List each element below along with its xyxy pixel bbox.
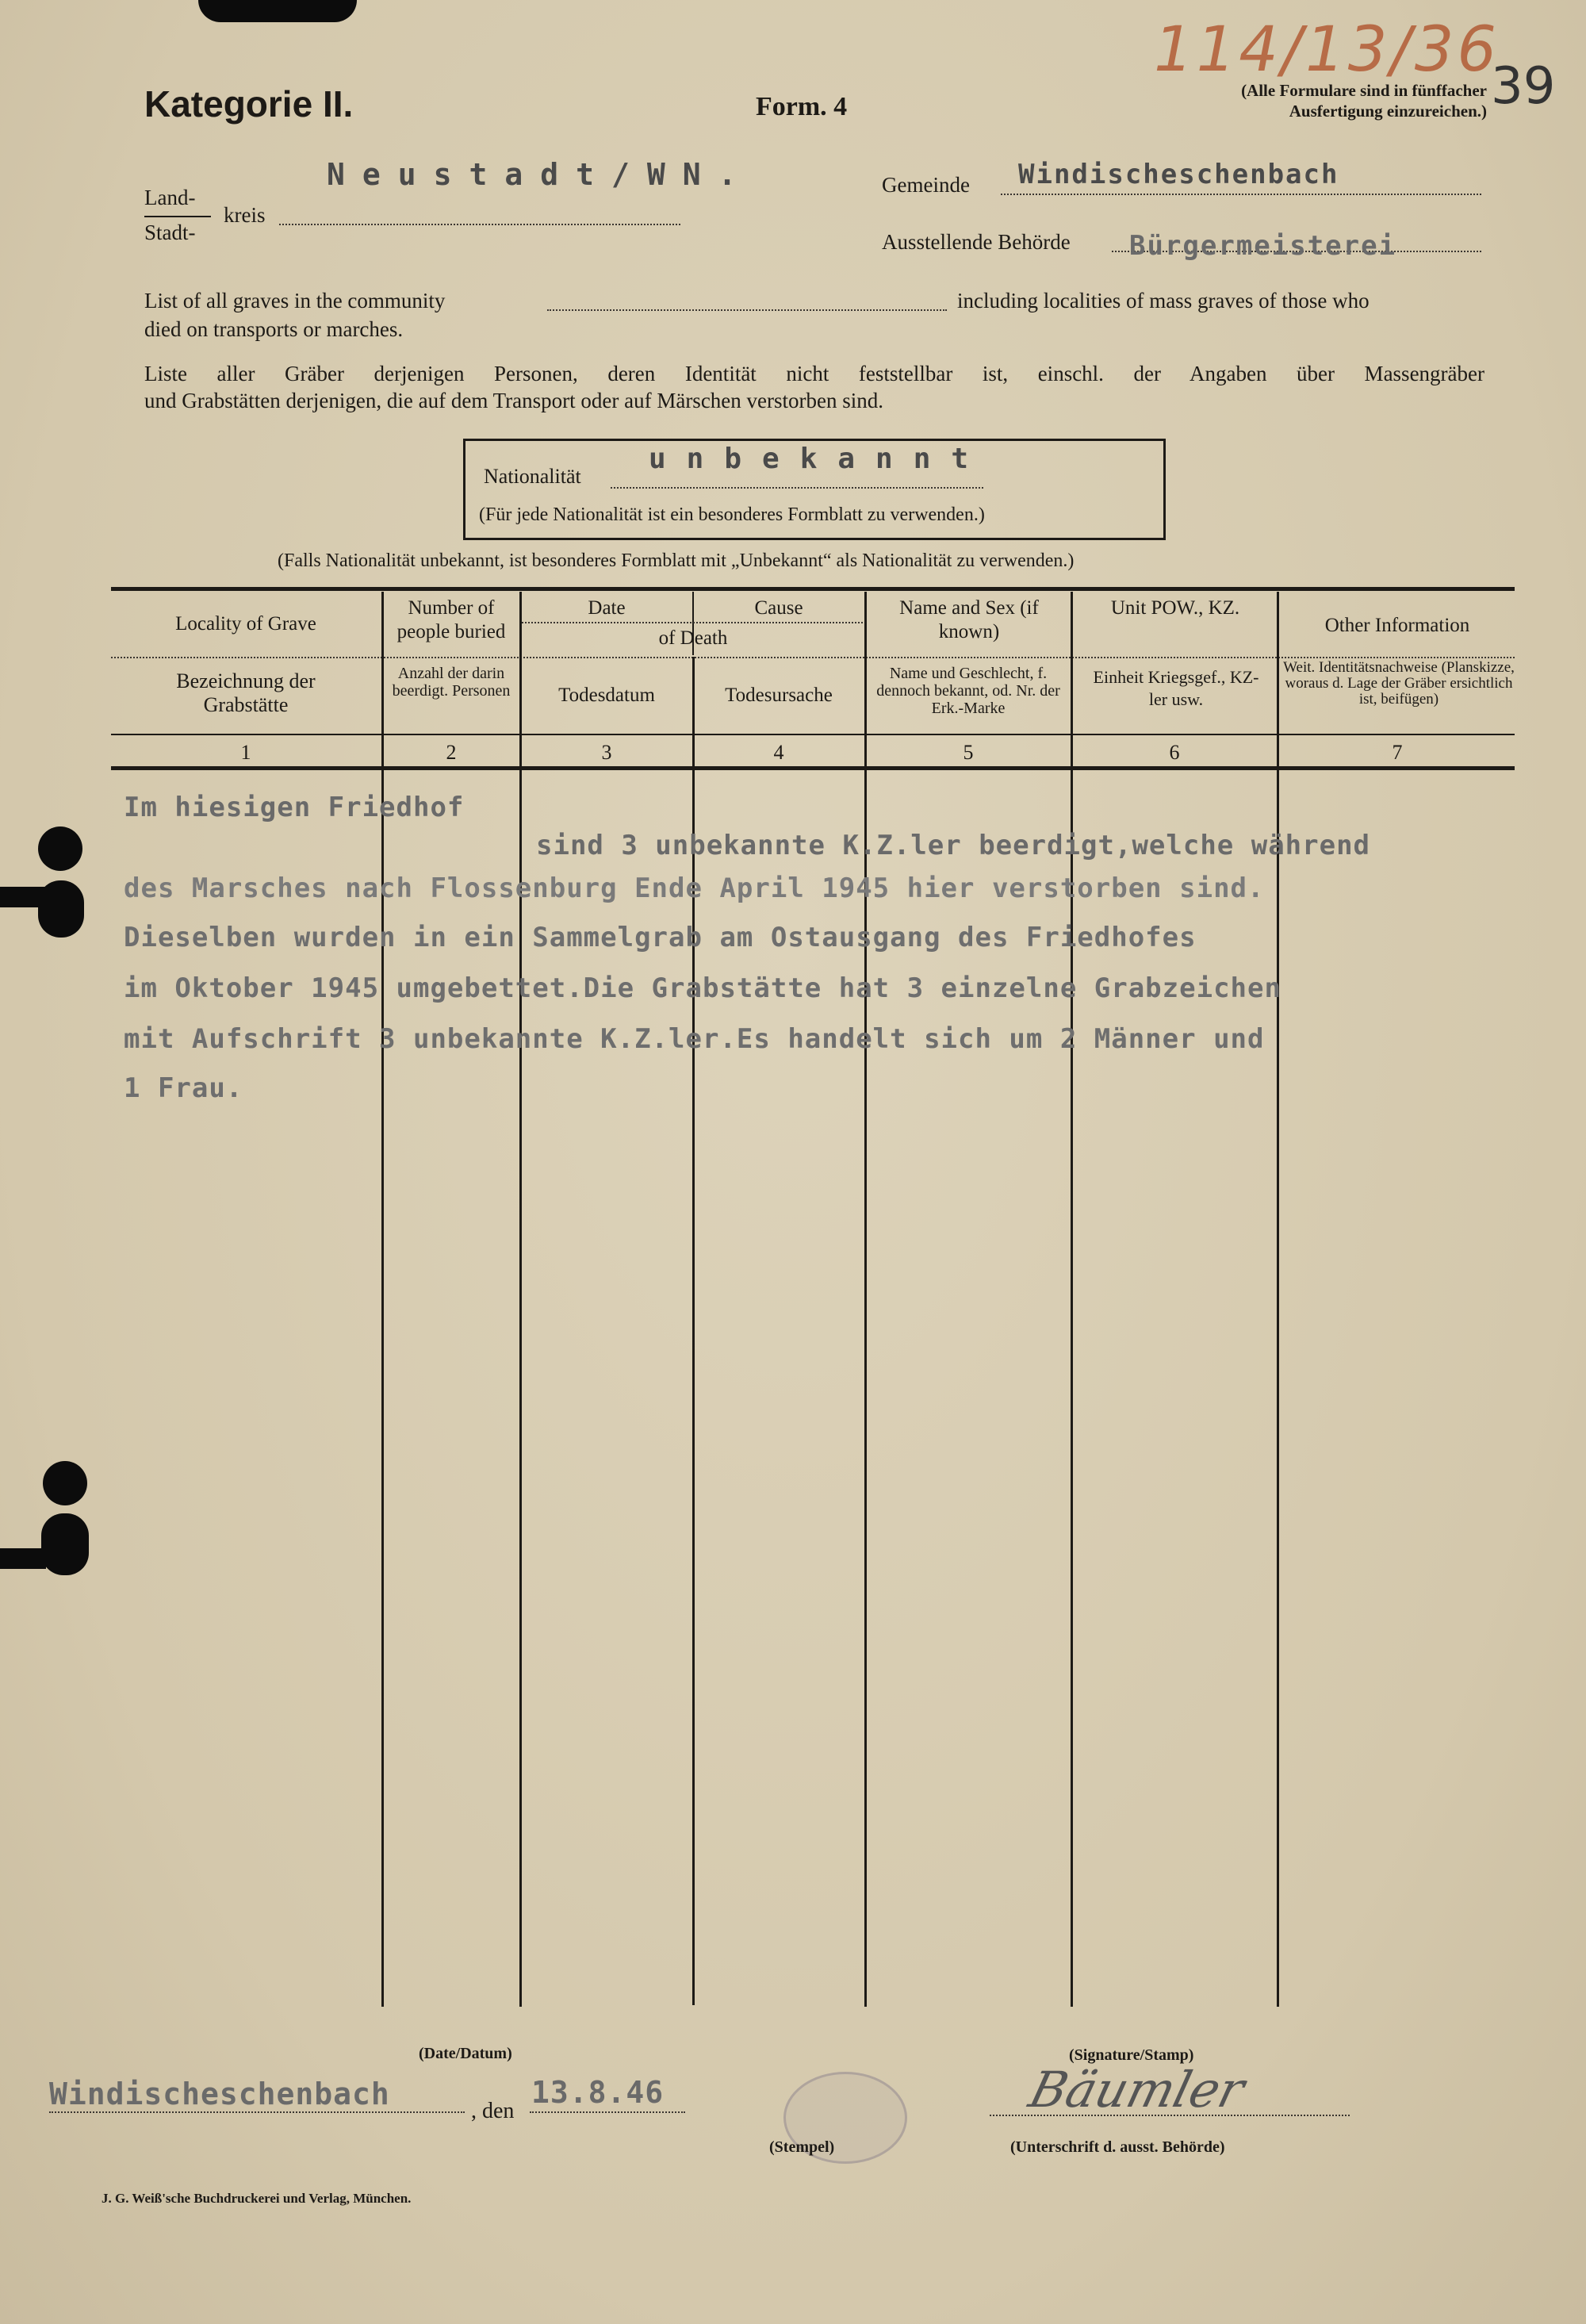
signature-dotted-line (990, 2110, 1350, 2116)
category-title: Kategorie II. (144, 83, 354, 125)
form-number: Form. 4 (756, 92, 848, 121)
stadt-label: Stadt- (144, 221, 196, 244)
col4-number: 4 (773, 741, 784, 764)
printer-imprint: J. G. Weiß'sche Buchdruckerei und Verlag, München. (102, 2191, 412, 2206)
unterschrift-label: (Unterschrift d. ausst. Behörde) (1010, 2138, 1225, 2156)
entry-line-5: im Oktober 1945 umgebettet.Die Grabstätte hat 3 einzelne Grabzeichen (124, 972, 1281, 1004)
place-dotted-line (49, 2107, 465, 2113)
col4-header-en: Cause (754, 597, 803, 619)
col-divider-6 (1277, 592, 1279, 2007)
table-top-rule (111, 587, 1515, 591)
behoerde-value: Bürgermeisterei (1129, 230, 1397, 262)
header-rule-bottom (111, 734, 1515, 735)
col3-header-de: Todesdatum (558, 685, 655, 706)
col1-number: 1 (240, 741, 251, 764)
submission-note-line2: Ausfertigung einzureichen.) (1289, 102, 1487, 121)
intro-english-part2: including localities of mass graves of those who (957, 289, 1370, 313)
nationality-label: Nationalität (484, 465, 581, 488)
kreis-dotted-line (279, 208, 680, 225)
nationality-dotted-line (611, 473, 983, 489)
punch-hole-bottom-2 (41, 1513, 89, 1575)
col7-header-en: Other Information (1324, 615, 1470, 636)
gemeinde-value: Windischeschenbach (1018, 159, 1339, 190)
col2-number: 2 (446, 741, 457, 764)
col1-header-de: Bezeichnung der Grabstätte (176, 669, 316, 716)
punch-hole-top (38, 826, 82, 871)
col6-header-de: Einheit Kriegsgef., KZ-ler usw. (1093, 667, 1259, 709)
land-stadt-divider (144, 216, 211, 217)
land-label: Land- (144, 186, 196, 209)
date-value: 13.8.46 (531, 2075, 665, 2110)
col4-header-de: Todesursache (725, 685, 833, 706)
submission-note-line1: (Alle Formulare sind in fünffacher (1241, 81, 1487, 100)
col6-header-en: Unit POW., KZ. (1110, 597, 1240, 619)
entry-line-7: 1 Frau. (124, 1072, 243, 1104)
intro-german-line1: Liste aller Gräber derjenigen Personen, deren Identität nicht feststellbar ist, einschl. der Angaben über Massengräber (144, 362, 1484, 385)
top-edge-mark (198, 0, 357, 22)
signature-label: (Signature/Stamp) (1069, 2046, 1194, 2064)
signature-handwriting: Bäumler (1023, 2061, 1251, 2119)
edge-notch (0, 887, 48, 907)
intro-dotted-line (547, 293, 947, 311)
kreis-value: Neustadt/WN. (327, 157, 754, 192)
col5-number: 5 (963, 741, 974, 764)
col5-header-de: Name und Geschlecht, f. dennoch bekannt, od. Nr. der Erk.-Marke (876, 665, 1060, 717)
punch-hole-bottom (43, 1461, 87, 1505)
entry-line-2: sind 3 unbekannte K.Z.ler beerdigt,welche während (536, 830, 1371, 861)
date-header-dotted (522, 622, 863, 624)
col3-number: 3 (601, 741, 612, 764)
col3-header-en: Date (588, 597, 626, 619)
col7-header-de: Weit. Identitätsnachweise (Planskizze, woraus d. Lage der Gräber ersichtlich ist, beifügen) (1283, 659, 1515, 708)
col-divider-2 (519, 592, 522, 2007)
col-divider-4 (864, 592, 867, 2007)
colnum-rule (111, 766, 1515, 770)
col2-header-en: Number of people buried (396, 597, 506, 642)
entry-line-6: mit Aufschrift 3 unbekannte K.Z.ler.Es handelt sich um 2 Männer und (124, 1023, 1265, 1055)
den-label: , den (471, 2099, 515, 2123)
gemeinde-label: Gemeinde (882, 173, 970, 197)
handwritten-reference: 114/13/36 (1154, 14, 1500, 86)
entry-line-3: des Marsches nach Flossenburg Ende April 1945 hier verstorben sind. (124, 872, 1265, 904)
kreis-label: kreis (224, 203, 266, 227)
intro-german-line2: und Grabstätten derjenigen, die auf dem Transport oder auf Märschen verstorben sind. (144, 389, 884, 412)
nationality-note: (Für jede Nationalität ist ein besonderes Formblatt zu verwenden.) (479, 504, 985, 525)
of-death-header: of Death (658, 627, 728, 649)
date-dotted-line (530, 2107, 685, 2113)
date-label: (Date/Datum) (419, 2045, 512, 2062)
page-number: 39 (1491, 57, 1556, 116)
col2-header-de: Anzahl der darin beerdigt. Personen (392, 665, 511, 700)
col-divider-5 (1071, 592, 1073, 2007)
intro-english-part1: List of all graves in the community (144, 289, 446, 313)
col5-header-en: Name and Sex (if known) (899, 597, 1039, 642)
behoerde-label: Ausstellende Behörde (882, 230, 1071, 254)
col1-header-en: Locality of Grave (175, 613, 316, 635)
entry-line-4: Dieselben wurden in ein Sammelgrab am Ostausgang des Friedhofes (124, 922, 1197, 953)
nationality-unknown-note: (Falls Nationalität unbekannt, ist besonderes Formblatt mit „Unbekannt“ als Nationalität zu verwenden.) (278, 550, 1075, 571)
stempel-label: (Stempel) (769, 2138, 835, 2156)
intro-english-line2: died on transports or marches. (144, 317, 404, 341)
col7-number: 7 (1392, 741, 1403, 764)
entry-line-1: Im hiesigen Friedhof (124, 792, 465, 823)
edge-notch-2 (0, 1548, 46, 1569)
col6-number: 6 (1169, 741, 1180, 764)
place-value: Windischeschenbach (49, 2077, 390, 2111)
nationality-value: unbekannt (649, 443, 990, 475)
